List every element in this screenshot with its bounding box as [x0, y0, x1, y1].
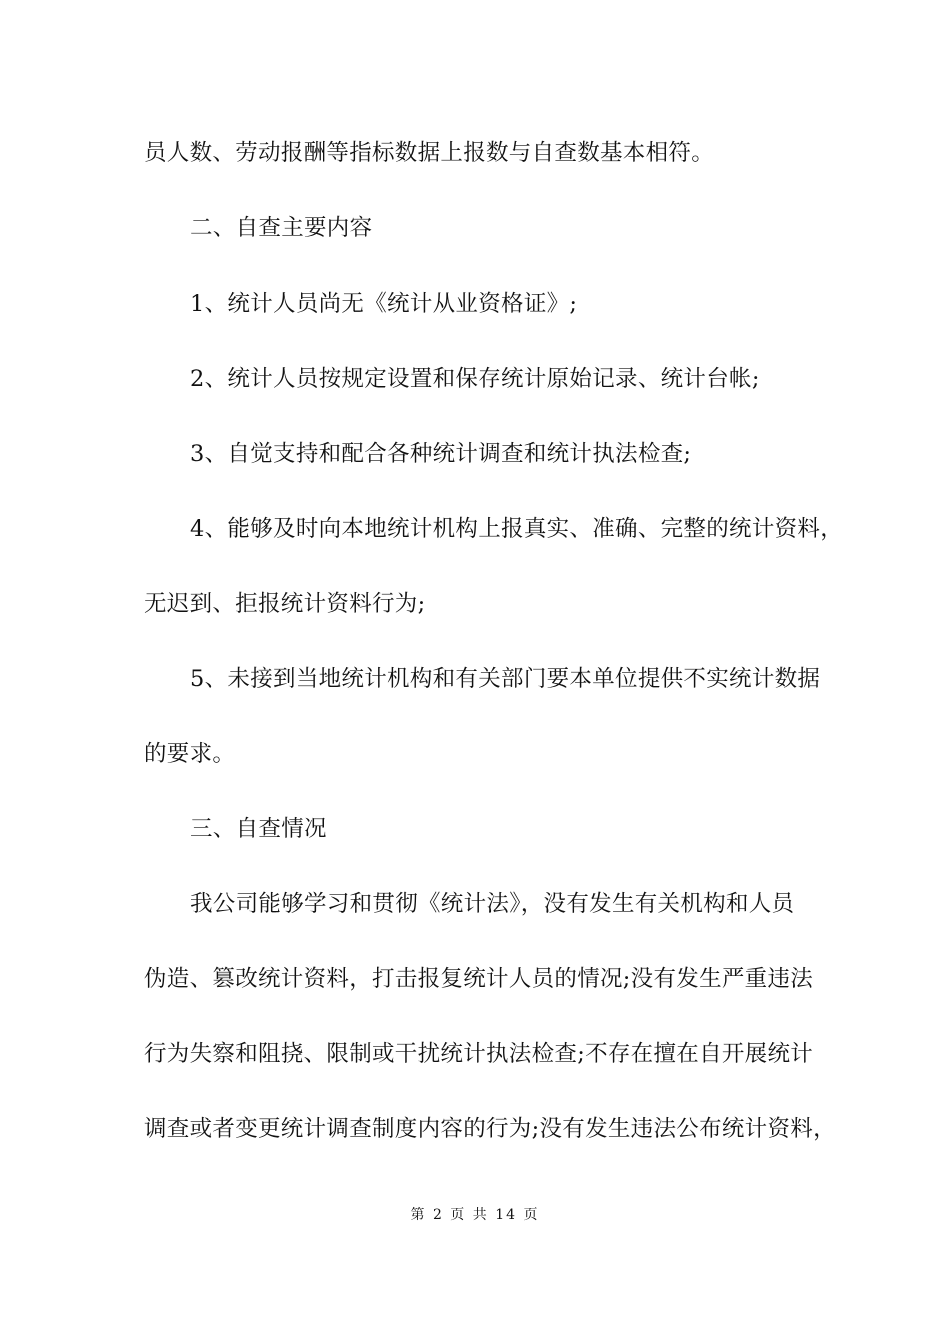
list-item-4-continued: 无迟到、拒报统计资料行为; [144, 591, 426, 617]
list-item-1: 1、统计人员尚无《统计从业资格证》; [190, 291, 578, 317]
paragraph-line-4: 调查或者变更统计调查制度内容的行为;没有发生违法公布统计资料， [144, 1116, 836, 1142]
text-line-1: 员人数、劳动报酬等指标数据上报数与自查数基本相符。 [144, 140, 715, 166]
list-item-5: 5、未接到当地统计机构和有关部门要本单位提供不实统计数据 [190, 666, 821, 692]
paragraph-line-2: 伪造、篡改统计资料，打击报复统计人员的情况;没有发生严重违法 [144, 966, 814, 992]
section-heading-2: 二、自查主要内容 [190, 215, 373, 241]
list-item-4: 4、能够及时向本地统计机构上报真实、准确、完整的统计资料， [190, 516, 844, 542]
list-item-5-continued: 的要求。 [144, 741, 236, 767]
paragraph-line-3: 行为失察和阻挠、限制或干扰统计执法检查;不存在擅在自开展统计 [144, 1041, 814, 1067]
section-heading-3: 三、自查情况 [190, 816, 327, 842]
list-item-2: 2、统计人员按规定设置和保存统计原始记录、统计台帐; [190, 366, 760, 392]
paragraph-line-1: 我公司能够学习和贯彻《统计法》，没有发生有关机构和人员 [190, 891, 795, 917]
list-item-3: 3、自觉支持和配合各种统计调查和统计执法检查; [190, 441, 692, 467]
page-number-footer: 第 2 页 共 14 页 [410, 1207, 540, 1223]
